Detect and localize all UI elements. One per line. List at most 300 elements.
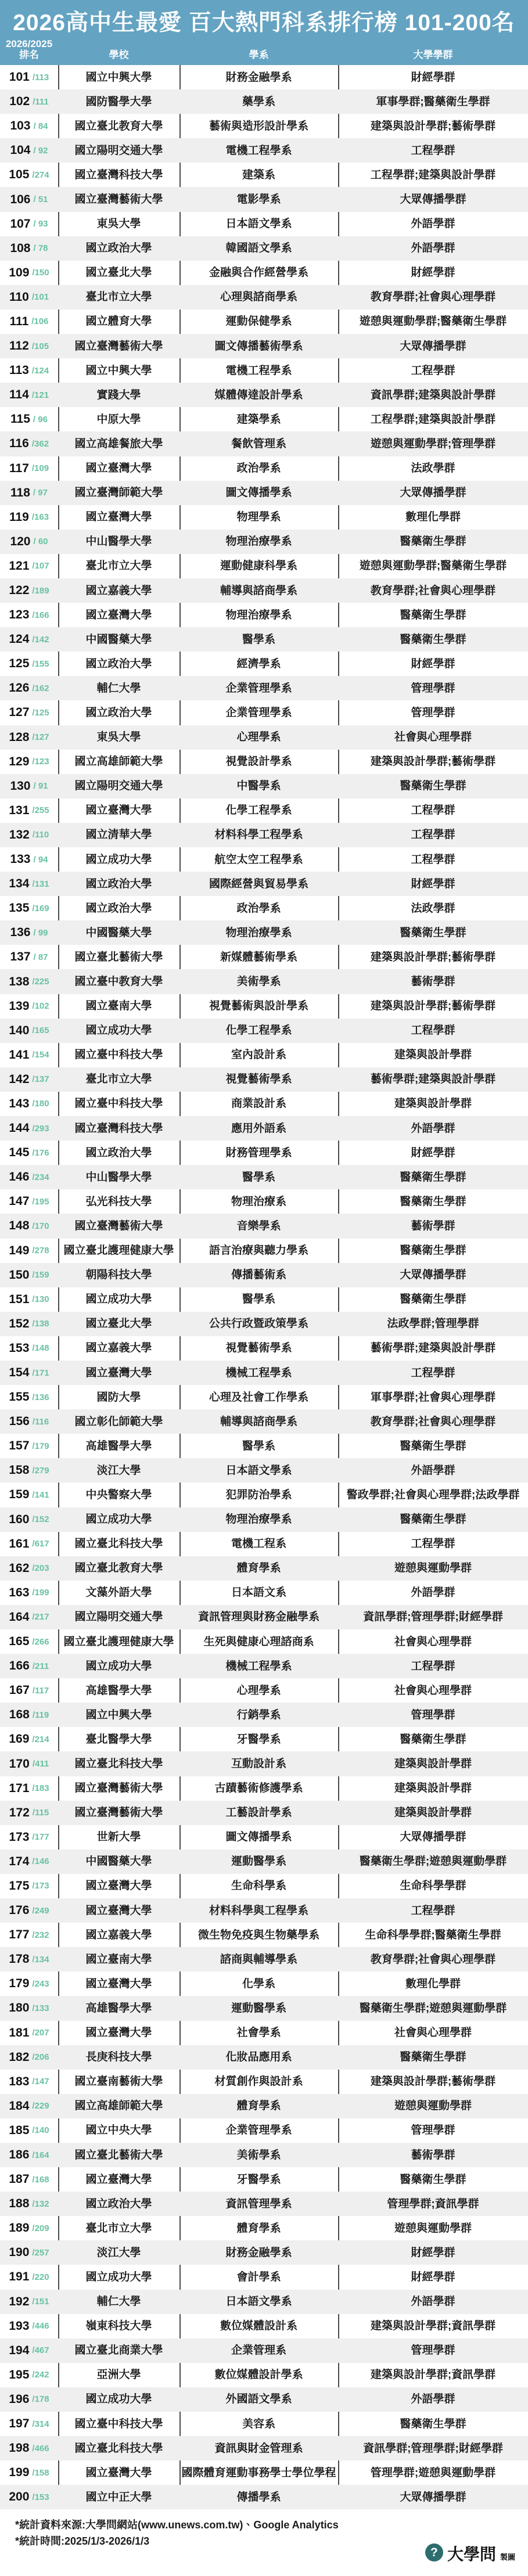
school-cell <box>58 1581 179 1605</box>
table-row <box>0 212 528 236</box>
table-row <box>0 2021 528 2045</box>
department-name: 視覺藝術學系 <box>225 1073 292 1086</box>
rank-cell <box>0 554 58 578</box>
group-name: 警政學群;社會與心理學群;法政學群 <box>346 1488 520 1501</box>
group-cell <box>338 481 528 505</box>
department-name: 輔導與諮商學系 <box>220 1415 297 1428</box>
rank-current: 185 <box>9 2123 30 2137</box>
department-cell <box>179 2363 338 2387</box>
rank-previous: /125 <box>32 707 49 718</box>
group-name: 工程學群 <box>411 804 455 817</box>
school-cell <box>58 2118 179 2143</box>
rank-current: 179 <box>9 1977 30 1991</box>
school-cell <box>58 2070 179 2094</box>
table-row <box>0 2070 528 2094</box>
school-cell <box>58 2021 179 2045</box>
rank-cell <box>0 1165 58 1189</box>
group-name: 管理學群;資訊學群 <box>387 2197 479 2210</box>
rank-cell <box>0 1287 58 1312</box>
department-name: 材料科學與工程學系 <box>209 1904 308 1917</box>
school-name: 國立臺北教育大學 <box>74 1562 163 1575</box>
table-row <box>0 2338 528 2363</box>
department-cell <box>179 1825 338 1850</box>
table-row <box>0 1483 528 1507</box>
school-name: 弘光科技大學 <box>85 1195 152 1208</box>
rank-current: 132 <box>9 828 30 841</box>
department-name: 機械工程學系 <box>225 1660 292 1672</box>
table-row <box>0 1043 528 1067</box>
table-row <box>0 236 528 261</box>
rank-previous: /446 <box>32 2321 49 2332</box>
school-cell <box>58 1678 179 1703</box>
table-row <box>0 1189 528 1214</box>
rank-cell <box>0 2070 58 2094</box>
school-name: 長庚科技大學 <box>85 2051 152 2064</box>
rank-previous: /147 <box>32 2077 49 2087</box>
department-name: 商業設計系 <box>231 1098 286 1110</box>
school-cell <box>58 505 179 530</box>
group-cell <box>338 2070 528 2094</box>
group-name: 醫藥衛生學群 <box>400 609 466 621</box>
group-name: 軍事學群;社會與心理學群 <box>370 1391 496 1404</box>
rank-previous: /119 <box>32 1710 49 1720</box>
school-name: 中山醫學大學 <box>85 535 152 548</box>
school-name: 嶺東科技大學 <box>85 2320 152 2333</box>
school-cell <box>58 1556 179 1581</box>
rank-previous: / 51 <box>33 195 48 205</box>
group-name: 管理學群 <box>411 1708 455 1721</box>
rank-current: 141 <box>9 1048 30 1062</box>
group-cell <box>338 2338 528 2363</box>
school-cell <box>58 358 179 383</box>
rank-cell <box>0 1214 58 1238</box>
rank-current: 140 <box>9 1023 30 1037</box>
department-name: 體育學系 <box>236 1562 281 1575</box>
department-name: 資訊管理學系 <box>225 2197 292 2210</box>
school-name: 國立臺灣大學 <box>85 1366 152 1379</box>
rank-cell <box>0 1532 58 1556</box>
department-cell <box>179 1508 338 1532</box>
school-name: 國立臺灣大學 <box>85 511 152 524</box>
department-name: 藝術與造形設計學系 <box>209 120 308 132</box>
department-name: 傳播學系 <box>236 2491 281 2503</box>
rank-current: 105 <box>9 168 30 182</box>
department-name: 日本語文學系 <box>225 2296 292 2308</box>
rank-previous: /159 <box>32 1270 49 1280</box>
school-cell <box>58 969 179 994</box>
group-name: 數理化學群 <box>405 511 461 524</box>
rank-cell <box>0 1556 58 1581</box>
department-name: 圖文傳播學系 <box>225 487 292 499</box>
department-name: 財務金融學系 <box>225 71 292 84</box>
group-name: 資訊學群;建築與設計學群 <box>370 388 496 401</box>
group-name: 工程學群 <box>411 1904 455 1917</box>
group-name: 工程學群 <box>411 1660 455 1672</box>
group-name: 管理學群 <box>411 2344 455 2357</box>
group-cell <box>338 1850 528 1874</box>
rank-current: 157 <box>9 1439 30 1453</box>
rank-previous: /467 <box>32 2345 49 2356</box>
group-cell <box>338 163 528 187</box>
school-cell <box>58 1092 179 1116</box>
school-name: 淡江大學 <box>96 2246 141 2259</box>
rank-previous: /257 <box>32 2247 49 2258</box>
rank-previous: /132 <box>32 2199 49 2209</box>
school-cell <box>58 945 179 969</box>
group-cell <box>338 1801 528 1825</box>
rank-cell <box>0 2412 58 2436</box>
school-cell <box>58 1850 179 1874</box>
group-cell <box>338 1263 528 1287</box>
department-cell <box>179 969 338 994</box>
rank-previous: /179 <box>32 1441 49 1451</box>
school-name: 國立高雄師範大學 <box>74 2100 163 2113</box>
table-row <box>0 896 528 920</box>
department-name: 材質創作與設計系 <box>214 2075 303 2088</box>
school-name: 國立臺灣大學 <box>85 609 152 621</box>
department-name: 數位媒體設計學系 <box>214 2369 303 2381</box>
school-cell <box>58 285 179 310</box>
rank-cell <box>0 2216 58 2240</box>
table-row <box>0 847 528 872</box>
column-header-rank-line1: 2026/2025 <box>5 38 53 49</box>
rank-previous: /195 <box>32 1196 49 1207</box>
table-row <box>0 1067 528 1092</box>
group-cell <box>338 1629 528 1654</box>
table-row <box>0 2167 528 2192</box>
group-name: 工程學群;建築與設計學群 <box>370 413 496 426</box>
rank-cell <box>0 798 58 823</box>
department-cell <box>179 65 338 89</box>
department-cell <box>179 603 338 627</box>
school-cell <box>58 725 179 750</box>
department-cell <box>179 1947 338 1971</box>
table-row <box>0 1092 528 1116</box>
table-row <box>0 2143 528 2167</box>
group-name: 建築與設計學群;藝術學群 <box>370 951 496 963</box>
group-name: 藝術學群 <box>411 976 455 988</box>
group-cell <box>338 872 528 896</box>
rank-current: 184 <box>9 2099 30 2113</box>
department-cell <box>179 920 338 945</box>
school-cell <box>58 163 179 187</box>
group-name: 管理學群 <box>411 2124 455 2137</box>
group-cell <box>338 1971 528 1996</box>
column-header-rank-line2: 排名 <box>19 49 39 61</box>
table-row <box>0 1263 528 1287</box>
table-row <box>0 431 528 456</box>
school-name: 國立臺灣藝術大學 <box>74 1807 163 1819</box>
department-name: 物理學系 <box>236 511 281 524</box>
school-name: 高雄醫學大學 <box>85 1684 152 1697</box>
school-name: 國立政治大學 <box>85 242 152 255</box>
school-name: 國立政治大學 <box>85 657 152 670</box>
group-name: 醫藥衛生學群 <box>400 1293 466 1306</box>
table-row <box>0 1776 528 1801</box>
department-name: 醫學系 <box>242 1171 275 1183</box>
rank-cell <box>0 334 58 358</box>
group-name: 醫藥衛生學群 <box>400 1440 466 1452</box>
rank-current: 149 <box>9 1243 30 1257</box>
group-name: 社會與心理學群 <box>394 2027 472 2039</box>
rank-cell <box>0 700 58 725</box>
rank-current: 133 <box>10 852 31 866</box>
department-cell <box>179 1483 338 1507</box>
table-row <box>0 407 528 431</box>
school-cell <box>58 872 179 896</box>
school-cell <box>58 920 179 945</box>
table-row <box>0 456 528 481</box>
table-row <box>0 1434 528 1458</box>
column-header-group: 大學學群 <box>413 49 453 61</box>
department-name: 公共行政暨政策學系 <box>209 1318 308 1330</box>
group-cell <box>338 2045 528 2070</box>
department-name: 企業管理學系 <box>225 682 292 695</box>
department-name: 資訊管理與財務金融學系 <box>197 1611 319 1624</box>
table-row <box>0 505 528 530</box>
department-name: 室內設計系 <box>231 1049 286 1062</box>
rank-current: 107 <box>10 217 31 231</box>
department-cell <box>179 725 338 750</box>
table-row <box>0 945 528 969</box>
department-name: 電機工程系 <box>231 1538 286 1550</box>
department-name: 生命科學系 <box>231 1880 286 1893</box>
school-cell <box>58 2412 179 2436</box>
rank-cell <box>0 2338 58 2363</box>
school-cell <box>58 2192 179 2216</box>
department-name: 運動健康科學系 <box>220 560 297 573</box>
group-cell <box>338 554 528 578</box>
school-cell <box>58 774 179 798</box>
rank-previous: /242 <box>32 2370 49 2380</box>
rank-current: 150 <box>9 1268 30 1282</box>
school-name: 國立中興大學 <box>85 71 152 84</box>
group-name: 管理學群;遊憩與運動學群 <box>370 2466 496 2479</box>
school-name: 國立臺中教育大學 <box>74 976 163 988</box>
group-name: 外語學群 <box>411 2393 455 2406</box>
school-name: 國立政治大學 <box>85 2197 152 2210</box>
ranking-table-body <box>0 65 528 2509</box>
rank-previous: /110 <box>32 830 49 840</box>
group-cell <box>338 1043 528 1067</box>
school-cell <box>58 1532 179 1556</box>
group-name: 醫藥衛生學群;遊憩與運動學群 <box>359 2002 507 2014</box>
footer-source-note: *統計資料來源:大學問網站(www.unews.com.tw)、Google Analytics <box>15 2519 339 2531</box>
rank-previous: /203 <box>32 1563 49 1574</box>
table-row <box>0 872 528 896</box>
group-cell <box>338 2240 528 2265</box>
department-name: 犯罪防治學系 <box>225 1488 292 1501</box>
school-name: 國立彰化師範大學 <box>74 1415 163 1428</box>
rank-previous: /206 <box>32 2052 49 2063</box>
rank-cell <box>0 407 58 431</box>
department-cell <box>179 2240 338 2265</box>
school-cell <box>58 1751 179 1776</box>
department-cell <box>179 1678 338 1703</box>
department-cell <box>179 358 338 383</box>
rank-cell <box>0 383 58 407</box>
rank-current: 146 <box>9 1170 30 1184</box>
school-cell <box>58 310 179 334</box>
rank-cell <box>0 725 58 750</box>
rank-previous: /229 <box>32 2101 49 2111</box>
group-cell <box>338 603 528 627</box>
table-row <box>0 2485 528 2509</box>
rank-previous: /148 <box>32 1343 49 1354</box>
school-cell <box>58 1703 179 1727</box>
table-row <box>0 261 528 285</box>
department-name: 圖文傳播藝術學系 <box>214 340 303 352</box>
department-name: 新媒體藝術學系 <box>220 951 297 963</box>
group-cell <box>338 700 528 725</box>
rank-previous: /189 <box>32 585 49 596</box>
department-cell <box>179 2216 338 2240</box>
department-cell <box>179 1629 338 1654</box>
group-name: 工程學群 <box>411 1024 455 1037</box>
department-name: 政治學系 <box>236 902 281 915</box>
department-name: 會計學系 <box>236 2271 281 2283</box>
rank-previous: /183 <box>32 1783 49 1794</box>
group-name: 工程學群;建築與設計學群 <box>370 168 496 181</box>
department-cell <box>179 1751 338 1776</box>
unews-logo-text: 大學問 <box>447 2545 496 2564</box>
group-name: 大眾傳播學群 <box>400 487 466 499</box>
school-name: 國立中興大學 <box>85 364 152 377</box>
rank-previous: /163 <box>31 512 49 523</box>
rank-cell <box>0 1654 58 1678</box>
table-row <box>0 1898 528 1923</box>
rank-cell <box>0 652 58 676</box>
rank-cell <box>0 603 58 627</box>
table-row <box>0 798 528 823</box>
department-cell <box>179 2118 338 2143</box>
department-cell <box>179 2460 338 2485</box>
group-cell <box>338 358 528 383</box>
table-row <box>0 2265 528 2289</box>
rank-cell <box>0 750 58 774</box>
group-cell <box>338 2094 528 2118</box>
table-row <box>0 823 528 847</box>
department-cell <box>179 627 338 652</box>
group-cell <box>338 89 528 114</box>
rank-previous: /171 <box>32 1368 49 1378</box>
school-name: 國立臺灣大學 <box>85 1880 152 1893</box>
rank-cell <box>0 896 58 920</box>
department-name: 物理治療學系 <box>225 1513 292 1526</box>
group-name: 大眾傳播學群 <box>400 340 466 352</box>
department-name: 社會學系 <box>236 2027 281 2039</box>
rank-previous: /362 <box>31 438 49 449</box>
group-cell <box>338 114 528 138</box>
rank-current: 128 <box>9 730 30 744</box>
department-name: 美術學系 <box>236 976 281 988</box>
school-cell <box>58 1385 179 1409</box>
rank-current: 112 <box>9 339 29 353</box>
table-row <box>0 2192 528 2216</box>
rank-previous: /173 <box>32 1881 49 1891</box>
rank-cell <box>0 1776 58 1801</box>
department-name: 日本語文學系 <box>225 218 292 231</box>
group-cell <box>338 505 528 530</box>
rank-previous: /279 <box>32 1465 49 1476</box>
group-name: 大眾傳播學群 <box>400 1831 466 1844</box>
rank-previous: /466 <box>32 2443 49 2453</box>
school-cell <box>58 1727 179 1751</box>
rank-current: 147 <box>9 1195 30 1208</box>
group-cell <box>338 1654 528 1678</box>
school-name: 輔仁大學 <box>96 682 141 695</box>
table-row <box>0 285 528 310</box>
table-row <box>0 2387 528 2412</box>
department-cell <box>179 1092 338 1116</box>
department-name: 企業管理學系 <box>225 706 292 719</box>
group-name: 資訊學群;管理學群;財經學群 <box>363 1611 503 1624</box>
school-name: 國立臺中科技大學 <box>74 1098 163 1110</box>
school-name: 臺北醫學大學 <box>85 1733 152 1746</box>
department-name: 化妝品應用系 <box>225 2051 292 2064</box>
rank-cell <box>0 1898 58 1923</box>
department-cell <box>179 407 338 431</box>
school-cell <box>58 652 179 676</box>
group-cell <box>338 1874 528 1898</box>
group-name: 醫藥衛生學群 <box>400 1733 466 1746</box>
rank-previous: /176 <box>32 1147 49 1158</box>
table-row <box>0 725 528 750</box>
school-name: 中國醫藥大學 <box>85 1855 152 1868</box>
group-name: 建築與設計學群;藝術學群 <box>370 755 496 768</box>
group-name: 財經學群 <box>411 1146 455 1159</box>
group-cell <box>338 1532 528 1556</box>
group-name: 醫藥衛生學群 <box>400 2173 466 2186</box>
rank-previous: /155 <box>32 659 49 669</box>
rank-current: 148 <box>9 1219 30 1233</box>
rank-current: 142 <box>9 1072 30 1086</box>
school-cell <box>58 1214 179 1238</box>
rank-cell <box>0 2485 58 2509</box>
table-row <box>0 530 528 554</box>
rank-current: 119 <box>9 510 29 524</box>
group-name: 教育學群;社會與心理學群 <box>370 584 496 597</box>
school-name: 國立政治大學 <box>85 1146 152 1159</box>
rank-current: 171 <box>9 1781 30 1795</box>
school-cell <box>58 1825 179 1850</box>
group-cell <box>338 2436 528 2460</box>
group-name: 社會與心理學群 <box>394 1635 472 1648</box>
group-name: 醫藥衛生學群 <box>400 2051 466 2064</box>
school-name: 高雄醫學大學 <box>85 1440 152 1452</box>
table-row <box>0 163 528 187</box>
rank-previous: /130 <box>32 1294 49 1305</box>
group-name: 醫藥衛生學群 <box>400 1171 466 1183</box>
rank-current: 180 <box>9 2001 30 2015</box>
school-cell <box>58 2363 179 2387</box>
department-cell <box>179 456 338 481</box>
rank-cell <box>0 676 58 700</box>
school-name: 國立臺灣大學 <box>85 804 152 817</box>
department-name: 體育學系 <box>236 2100 281 2113</box>
group-name: 教育學群;社會與心理學群 <box>370 1953 496 1966</box>
school-cell <box>58 2290 179 2314</box>
department-cell <box>179 1874 338 1898</box>
table-row <box>0 1971 528 1996</box>
school-cell <box>58 431 179 456</box>
department-name: 心理學系 <box>236 1684 281 1697</box>
department-cell <box>179 2265 338 2289</box>
rank-current: 131 <box>9 803 30 817</box>
table-row <box>0 2460 528 2485</box>
department-name: 音樂學系 <box>236 1219 281 1232</box>
school-cell <box>58 1336 179 1361</box>
